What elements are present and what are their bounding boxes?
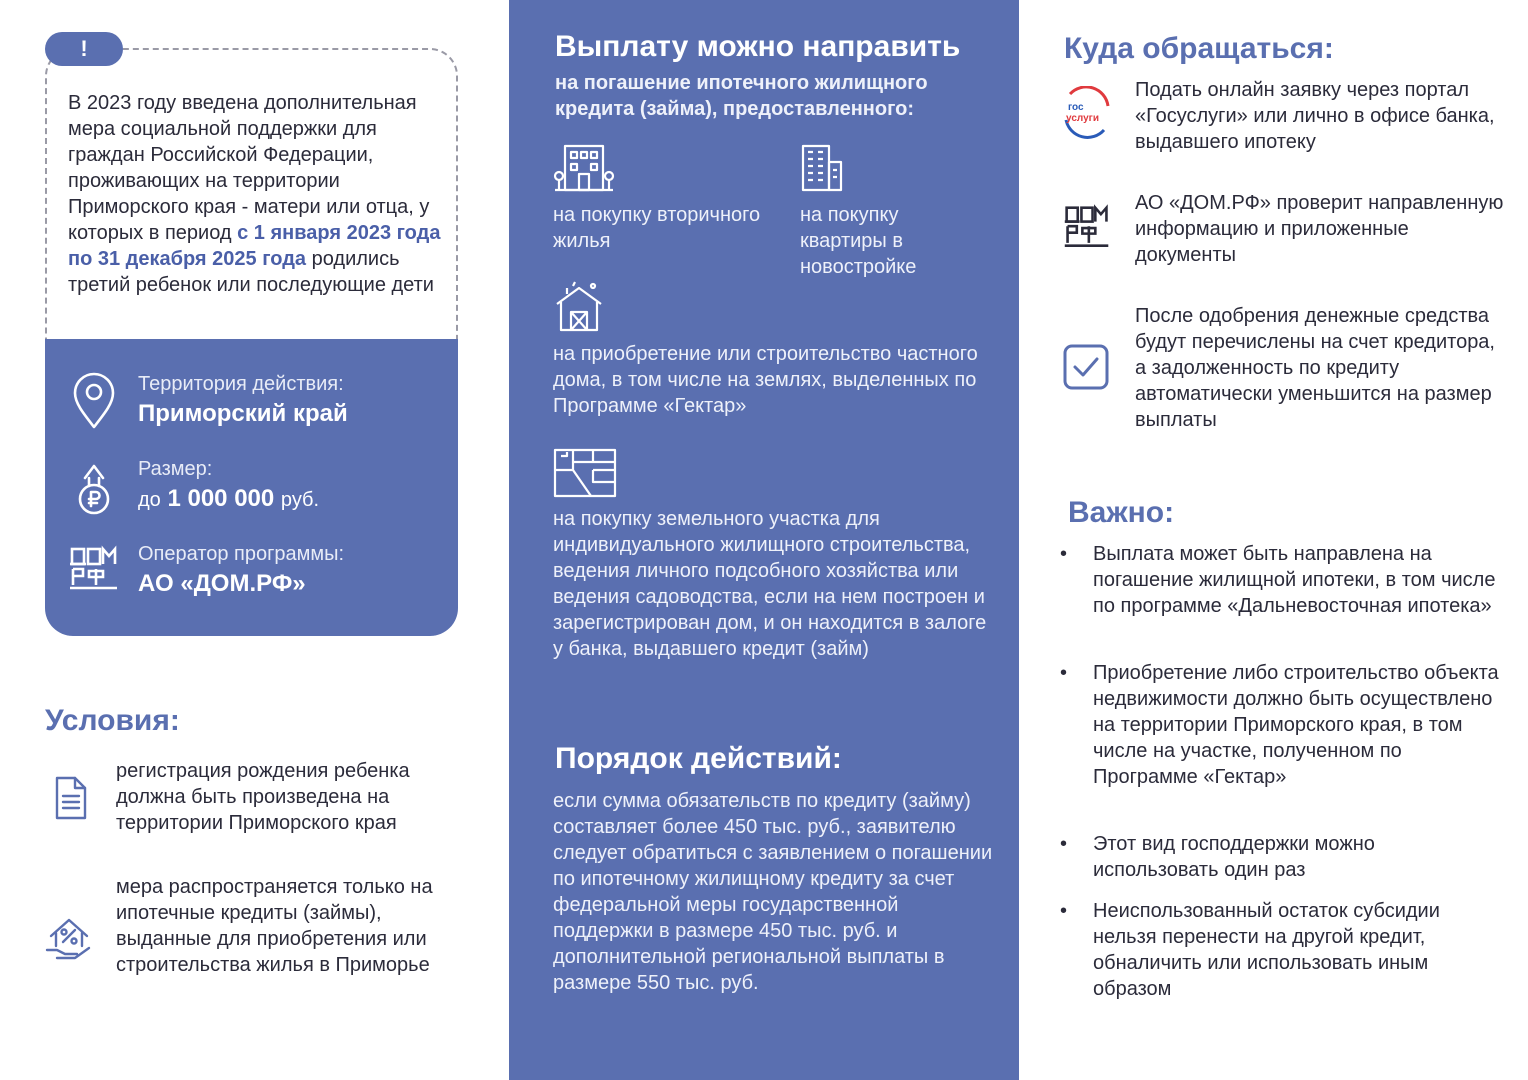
operator-label: Оператор программы: xyxy=(138,543,345,565)
important-title: Важно: xyxy=(1068,496,1175,529)
important-text: Этот вид господдержки можно использовать один раз xyxy=(1093,833,1375,881)
bullet: • xyxy=(1060,543,1068,565)
order-title: Порядок действий: xyxy=(555,742,842,775)
payment-item-new-building: на покупку квартиры в новостройке xyxy=(800,204,917,278)
payment-subtitle: на погашение ипотечного жилищного кредита (займа), предоставленного: xyxy=(555,72,928,120)
alert-badge: ! xyxy=(45,32,123,66)
important-text: Неиспользованный остаток субсидии нельзя перенести на другой кредит, обналичить или использовать иным образом xyxy=(1093,900,1440,1000)
ruble-coin-icon xyxy=(69,456,119,516)
document-icon xyxy=(51,772,97,826)
bullet: • xyxy=(1060,900,1068,922)
svg-text:услуги: услуги xyxy=(1066,113,1099,124)
intro-text: В 2023 году введена дополнительная мера социальной поддержки для граждан Российской Федерации, проживающих на территории Приморского края - матери или отца, у которых в период с 1 января 2023 года по 31 декабря 2025 года родились третий ребенок или последующие дети xyxy=(68,92,441,296)
info-size xyxy=(45,456,458,526)
checkbox-icon xyxy=(1062,343,1116,397)
apartment-building-icon xyxy=(553,142,615,198)
domrf-logo-icon xyxy=(69,541,119,601)
important-text: Выплата может быть направлена на погашение жилищной ипотеки, в том числе по программе «Дальневосточная ипотека» xyxy=(1093,543,1496,617)
where-title: Куда обращаться: xyxy=(1064,32,1334,65)
territory-label: Территория действия: xyxy=(138,373,344,395)
svg-text:гос: гос xyxy=(1068,102,1084,113)
land-plot-map-icon xyxy=(553,448,615,504)
order-text: если сумма обязательств по кредиту (займу) составляет более 450 тыс. руб., заявителю следует обратиться с заявлением о погашении по ипотечному жилищному кредиту за счет федеральной меры государственной поддержки в размере 450 тыс. руб. и дополнительной региональной выплаты в размере 550 тыс. руб. xyxy=(553,790,993,994)
payment-panel xyxy=(509,0,1019,1080)
conditions-title: Условия: xyxy=(45,704,180,737)
intro-date-highlight: с 1 января 2023 года по 31 декабря 2025 года xyxy=(68,222,441,270)
size-value: до 1 000 000 руб. xyxy=(138,485,320,512)
payment-title: Выплату можно направить xyxy=(555,30,961,63)
domrf-logo-icon xyxy=(1062,204,1116,258)
bullet: • xyxy=(1060,833,1068,855)
info-operator xyxy=(45,541,458,611)
info-territory xyxy=(45,371,458,441)
condition-item xyxy=(45,874,465,1006)
gosuslugi-logo-icon xyxy=(1060,86,1114,140)
payment-item-land-plot: на покупку земельного участка для индивидуального жилищного строительства, ведения личного подсобного хозяйства или ведения садоводства, если на нем построен и зарегистрирован дом, и он находится в залоге у банка, выдавшего кредит (займ) xyxy=(553,508,987,660)
bullet: • xyxy=(1060,662,1068,684)
house-percent-icon xyxy=(45,914,91,968)
important-text: Приобретение либо строительство объекта недвижимости должно быть осуществлено на территории Приморского края, в том числе на участке, полученном по Программе «Гектар» xyxy=(1093,662,1499,788)
condition-text: регистрация рождения ребенка должна быть произведена на территории Приморского края xyxy=(116,760,410,834)
intro-card xyxy=(45,32,458,636)
payment-item-private-house: на приобретение или строительство частного дома, в том числе на землях, выделенных по Программе «Гектар» xyxy=(553,343,978,417)
operator-value: АО «ДОМ.РФ» xyxy=(138,570,306,597)
condition-item xyxy=(45,758,465,838)
condition-text: мера распространяется только на ипотечные кредиты (займы), выданные для приобретения или строительства жилья в Приморье xyxy=(116,876,433,976)
where-item-gosuslugi: Подать онлайн заявку через портал «Госуслуги» или лично в офисе банка, выдавшего ипотеку xyxy=(1135,79,1495,153)
where-item-domrf: АО «ДОМ.РФ» проверит направленную информацию и приложенные документы xyxy=(1135,192,1504,266)
where-item-approval: После одобрения денежные средства будут перечислены на счет кредитора, а задолженность по кредиту автоматически уменьшится на размер выплаты xyxy=(1135,305,1495,431)
info-panel xyxy=(45,339,458,636)
location-pin-icon xyxy=(69,371,119,431)
size-label: Размер: xyxy=(138,458,213,480)
high-rise-icon xyxy=(799,142,861,198)
territory-value: Приморский край xyxy=(138,400,348,427)
payment-item-secondary: на покупку вторичного жилья xyxy=(553,204,761,252)
country-house-icon xyxy=(553,280,615,336)
